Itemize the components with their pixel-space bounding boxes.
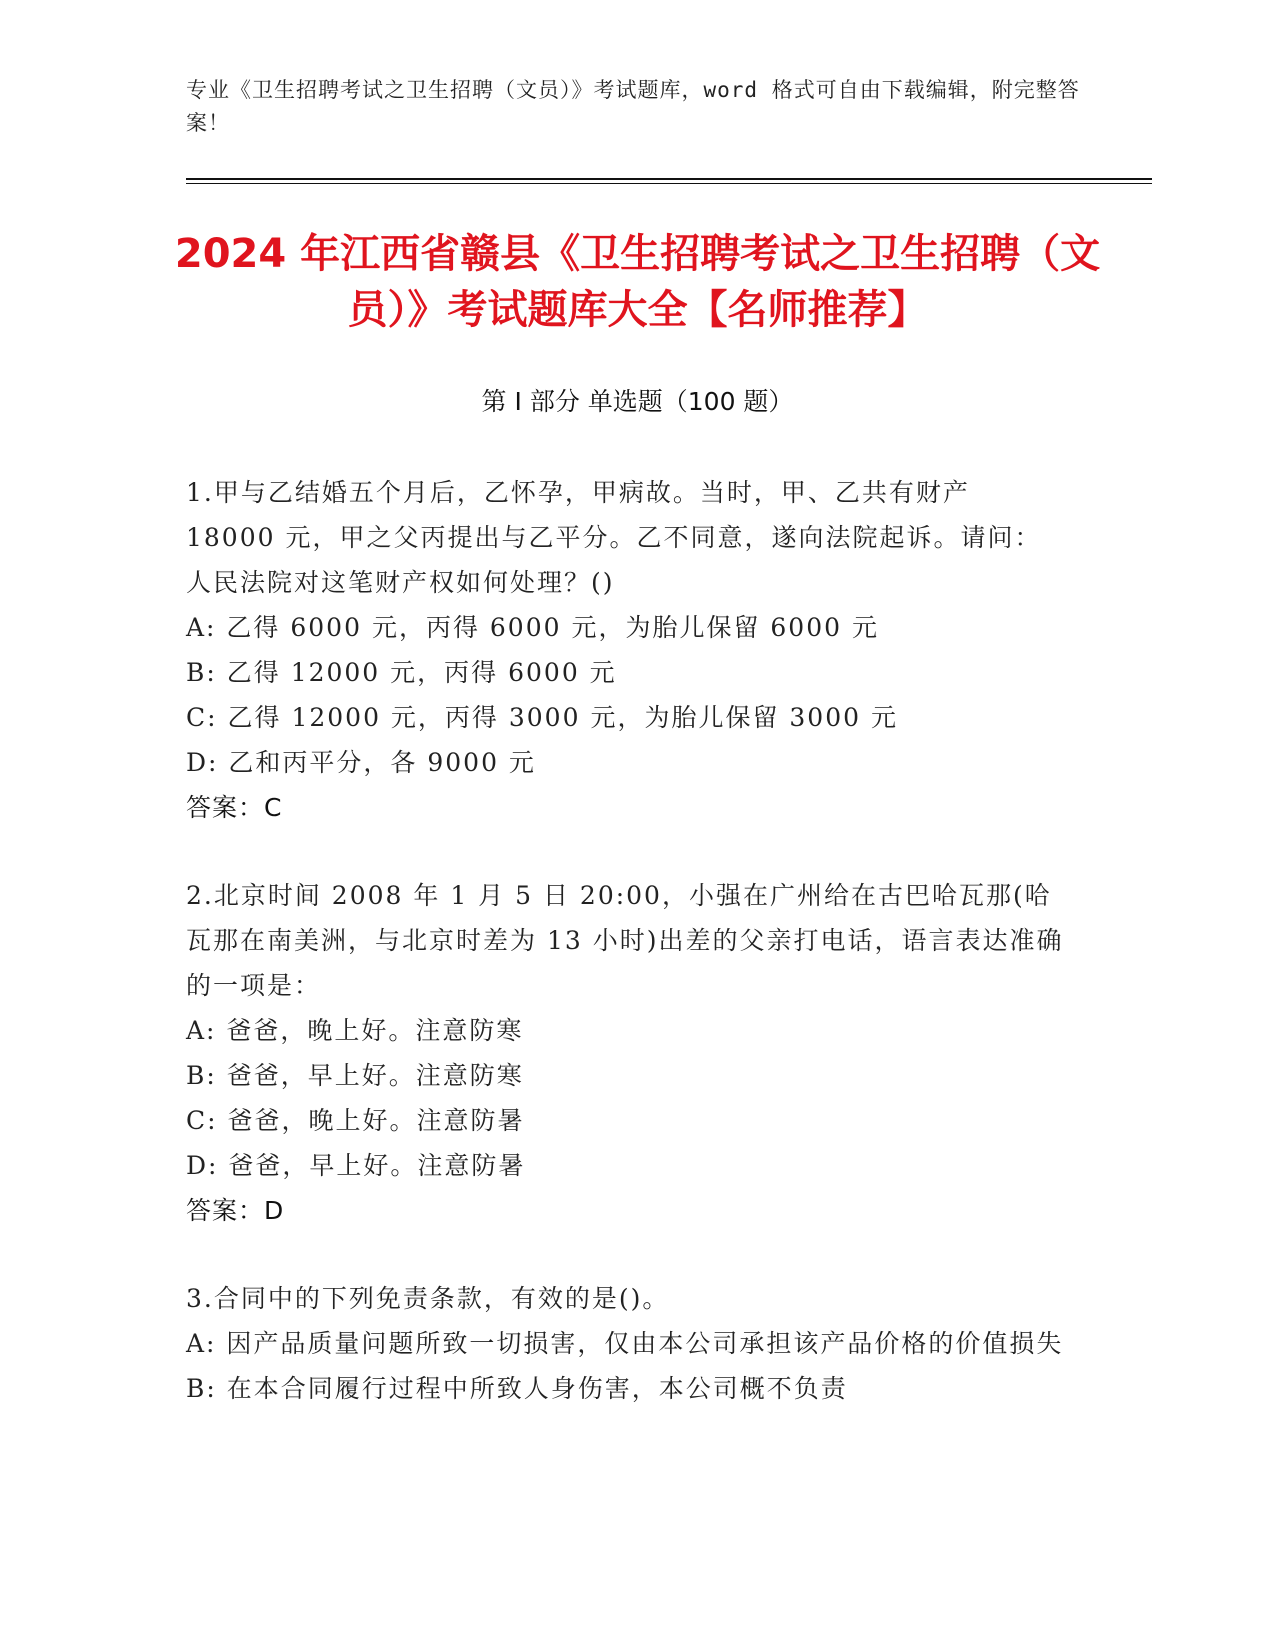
question-3 <box>186 1276 1066 1411</box>
header-rule-thin <box>186 183 1152 184</box>
option-a: A: 乙得 6000 元，丙得 6000 元，为胎儿保留 6000 元 <box>186 613 879 642</box>
header-rule-thick <box>186 178 1152 180</box>
question-list <box>186 470 1066 1454</box>
question-stem: 3.合同中的下列免责条款，有效的是()。 <box>186 1284 670 1313</box>
question-stem: 2.北京时间 2008 年 1 月 5 日 20:00，小强在广州给在古巴哈瓦那(哈瓦那在南美洲，与北京时差为 13 小时)出差的父亲打电话，语言表达准确的一项是： <box>186 881 1064 1000</box>
answer-line: 答案：C <box>186 793 283 822</box>
option-d: D: 爸爸，早上好。注意防暑 <box>186 1151 526 1180</box>
option-b: B: 乙得 12000 元，丙得 6000 元 <box>186 658 617 687</box>
option-d: D: 乙和丙平分，各 9000 元 <box>186 748 536 777</box>
option-a: A: 爸爸，晚上好。注意防寒 <box>186 1016 524 1045</box>
option-b: B: 爸爸，早上好。注意防寒 <box>186 1061 524 1090</box>
section-heading: 第 I 部分 单选题（100 题） <box>481 387 794 416</box>
document-title: 2024 年江西省赣县《卫生招聘考试之卫生招聘（文员）》考试题库大全【名师推荐】 <box>174 231 1101 333</box>
option-c: C: 爸爸，晚上好。注意防暑 <box>186 1106 525 1135</box>
answer-line: 答案：D <box>186 1196 285 1225</box>
question-1 <box>186 470 1066 830</box>
question-2 <box>186 873 1066 1233</box>
header-note: 专业《卫生招聘考试之卫生招聘（文员）》考试题库，word 格式可自由下载编辑，附完整答案！ <box>186 78 1080 135</box>
option-a: A: 因产品质量问题所致一切损害，仅由本公司承担该产品价格的价值损失 <box>186 1329 1064 1358</box>
option-c: C: 乙得 12000 元，丙得 3000 元，为胎儿保留 3000 元 <box>186 703 898 732</box>
option-b: B: 在本合同履行过程中所致人身伤害，本公司概不负责 <box>186 1374 848 1403</box>
question-stem: 1.甲与乙结婚五个月后，乙怀孕，甲病故。当时，甲、乙共有财产 18000 元，甲之父丙提出与乙平分。乙不同意，遂向法院起诉。请问：人民法院对这笔财产权如何处理？() <box>186 478 1042 597</box>
